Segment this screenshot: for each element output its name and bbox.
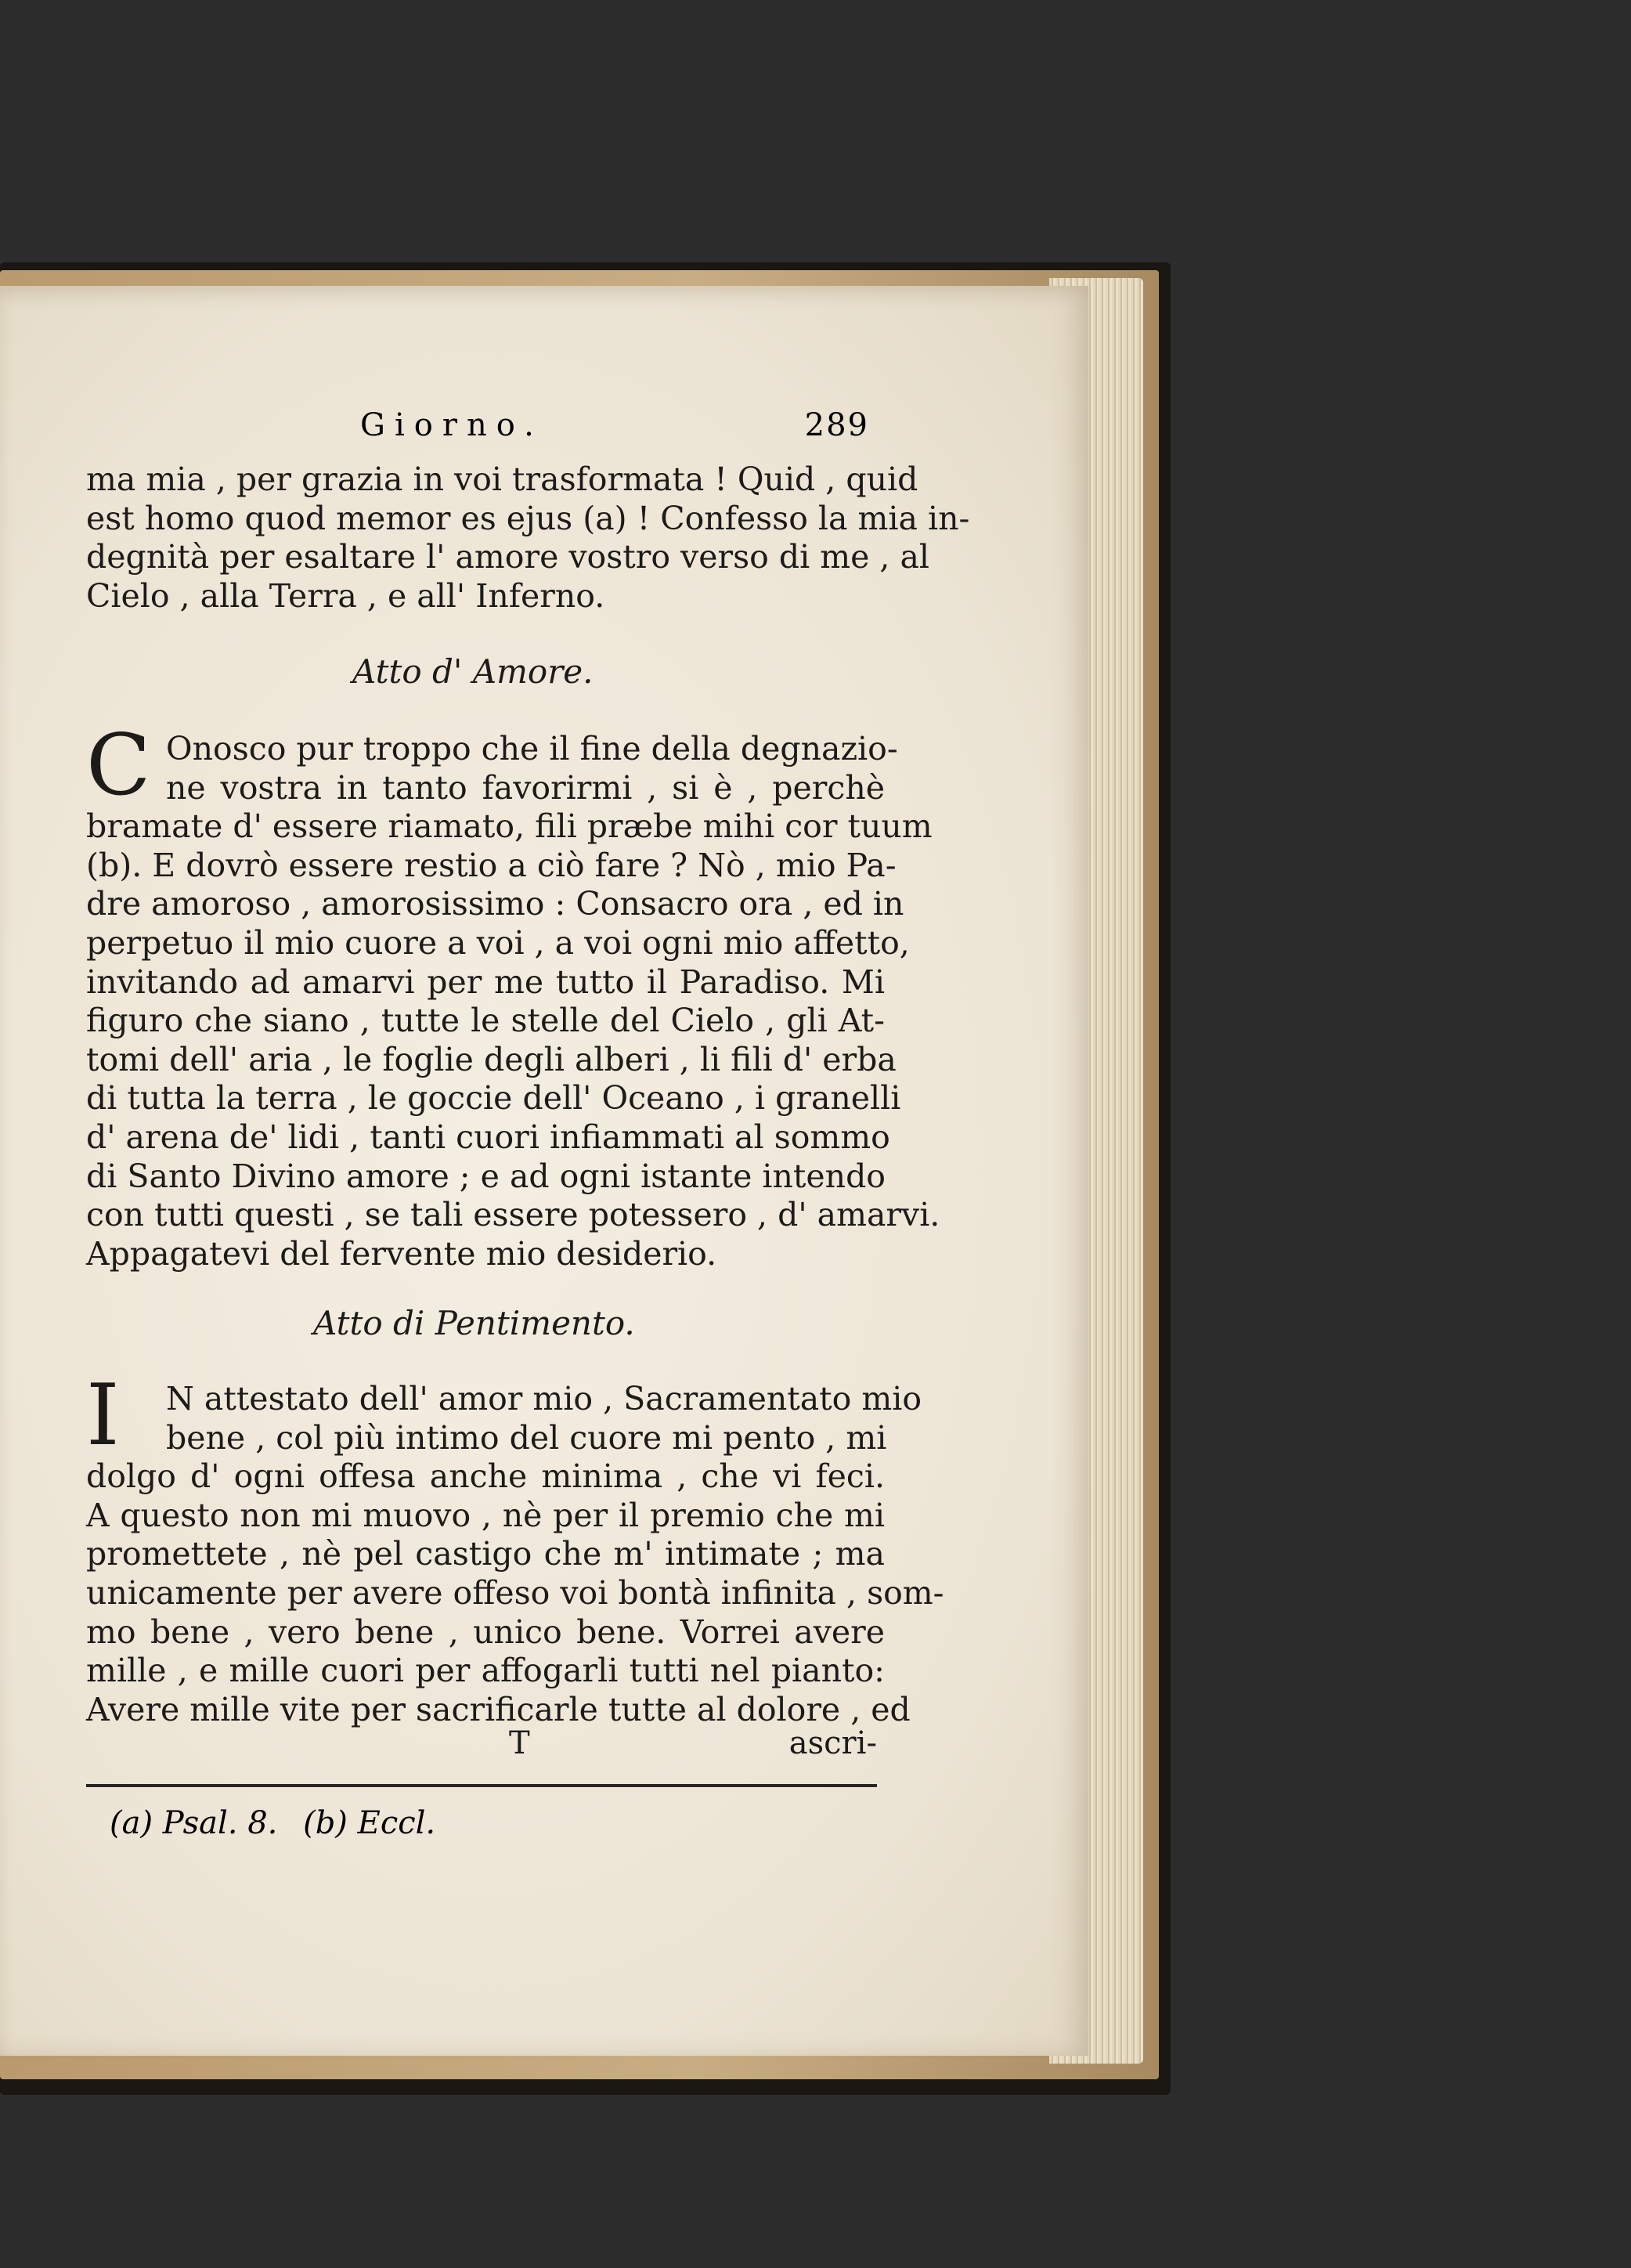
text-line: promettete , nè pel castigo che m' intimate ; ma: [86, 1535, 885, 1573]
text-line: perpetuo il mio cuore a voi , a voi ogni mio affetto,: [86, 923, 910, 962]
footnote-a: (a) Psal. 8.: [110, 1805, 278, 1841]
drop-cap: C: [86, 717, 151, 814]
text-line: (b). E dovrò essere restio a ciò fare ? Nò , mio Pa-: [86, 846, 897, 884]
text-line: Cielo , alla Terra , e all' Inferno.: [86, 576, 605, 615]
text-line: bene , col più intimo del cuore mi pento , mi: [166, 1418, 887, 1457]
intro-paragraph: [86, 460, 970, 616]
text-line: figuro che siano , tutte le stelle del Cielo , gli At-: [86, 1002, 885, 1040]
running-head: [86, 407, 869, 454]
text-line: Onosco pur troppo che il fine della degnazio-: [166, 730, 898, 767]
text-line: A questo non mi muovo , nè per il premio che mi: [86, 1496, 885, 1534]
footnotes: [110, 1805, 451, 1841]
section-heading: Atto di Pentimento.: [313, 1304, 635, 1342]
text-line: invitando ad amarvi per me tutto il Paradiso. Mi: [86, 962, 885, 1001]
text-line: con tutti questi , se tali essere potessero , d' amarvi.: [86, 1196, 940, 1234]
catchword: ascri-: [788, 1725, 877, 1761]
signature-line: [86, 1725, 877, 1764]
footnote-rule: [86, 1784, 877, 1787]
text-line: di Santo Divino amore ; e ad ogni istante intendo: [86, 1157, 886, 1195]
signature-mark: T: [509, 1725, 530, 1761]
text-line: N attestato dell' amor mio , Sacramentato mio: [166, 1380, 922, 1418]
paragraph-atto-amore: [86, 717, 940, 1273]
text-line: mille , e mille cuori per affogarli tutti nel pianto:: [86, 1652, 885, 1690]
text-line: d' arena de' lidi , tanti cuori infiammati al sommo: [86, 1118, 890, 1156]
text-line: dolgo d' ogni offesa anche minima , che vi feci.: [86, 1457, 885, 1496]
drop-cap: I: [86, 1367, 120, 1464]
text-line: degnità per esaltare l' amore vostro verso di me , al: [86, 538, 930, 576]
footnote-b: (b) Eccl.: [303, 1805, 436, 1841]
text-line: tomi dell' aria , le foglie degli alberi , li fili d' erba: [86, 1040, 897, 1078]
text-line: unicamente per avere offeso voi bontà infinita , som-: [86, 1573, 944, 1612]
text-line: est homo quod memor es ejus (a) ! Confesso la mia in-: [86, 499, 970, 537]
text-line: ma mia , per grazia in voi trasformata ! Quid , quid: [86, 460, 918, 498]
text-line: ne vostra in tanto favorirmi , si è , perchè: [166, 768, 885, 807]
paragraph-atto-pentimento: [86, 1367, 944, 1729]
text-line: Appagatevi del fervente mio desiderio.: [86, 1234, 717, 1273]
running-head-title: Giorno.: [360, 407, 543, 443]
section-heading: Atto d' Amore.: [352, 652, 594, 691]
text-line: Avere mille vite per sacrificarle tutte al dolore , ed: [86, 1690, 911, 1728]
text-line: mo bene , vero bene , unico bene. Vorrei avere: [86, 1613, 885, 1651]
page-number: 289: [804, 407, 869, 443]
text-line: dre amoroso , amorosissimo : Consacro ora , ed in: [86, 885, 904, 923]
text-line: bramate d' essere riamato, fili præbe mihi cor tuum: [86, 807, 933, 846]
text-line: di tutta la terra , le goccie dell' Oceano , i granelli: [86, 1079, 901, 1118]
